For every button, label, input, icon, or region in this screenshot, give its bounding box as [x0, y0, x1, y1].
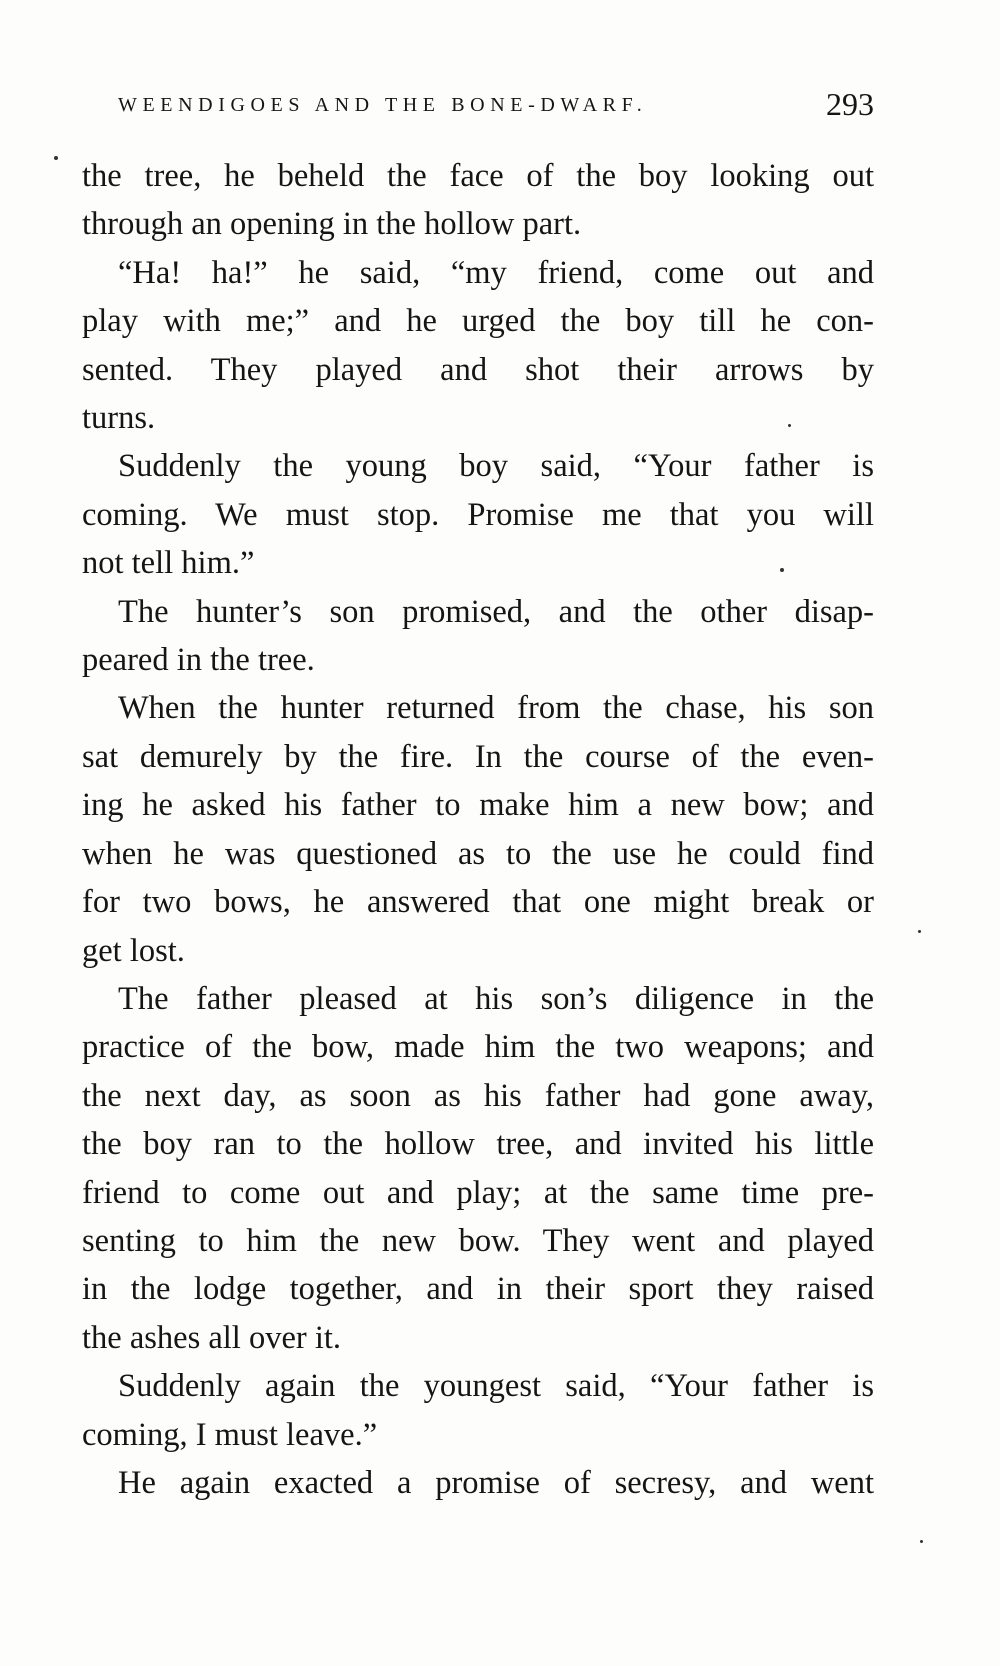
text-line: sented. They played and shot their arrows by — [82, 351, 874, 388]
paragraph — [82, 1459, 874, 1507]
text-line: He again exacted a promise of secresy, and went — [118, 1464, 874, 1501]
paragraph — [82, 442, 874, 587]
text-line: in the lodge together, and in their sport they raised — [82, 1271, 874, 1308]
text-line: not tell him.” — [82, 545, 255, 582]
text-line: friend to come out and play; at the same time pre- — [82, 1174, 874, 1211]
text-line: The father pleased at his son’s diligence in the — [118, 980, 874, 1017]
paragraph — [82, 684, 874, 974]
text-line: practice of the bow, made him the two weapons; and — [82, 1029, 874, 1066]
page-number: 293 — [826, 86, 874, 122]
text-line: coming. We must stop. Promise me that you will — [82, 496, 874, 533]
paragraph — [82, 588, 874, 685]
text-line: When the hunter returned from the chase, his son — [118, 690, 874, 727]
text-line: the boy ran to the hollow tree, and invited his little — [82, 1126, 874, 1163]
text-line: Suddenly the young boy said, “Your father is — [118, 448, 874, 485]
text-line: coming, I must leave.” — [82, 1416, 378, 1453]
text-line: through an opening in the hollow part. — [82, 206, 582, 243]
text-line: The hunter’s son promised, and the other disap- — [118, 593, 874, 630]
paragraph — [82, 152, 874, 249]
print-speck — [788, 424, 791, 427]
paragraph — [82, 1362, 874, 1459]
text-line: when he was questioned as to the use he could find — [82, 835, 874, 872]
paragraph — [82, 249, 874, 443]
text-line: the tree, he beheld the face of the boy looking out — [82, 158, 874, 194]
print-speck — [54, 156, 58, 160]
print-speck — [918, 930, 921, 933]
text-line: the ashes all over it. — [82, 1319, 342, 1356]
text-line: sat demurely by the fire. In the course of the even- — [82, 738, 874, 775]
text-line: senting to him the new bow. They went and played — [82, 1222, 874, 1259]
running-head — [118, 86, 874, 126]
text-line: turns. — [82, 400, 156, 437]
text-line: “Ha! ha!” he said, “my friend, come out and — [118, 254, 874, 291]
paragraph — [82, 975, 874, 1362]
text-line: ing he asked his father to make him a new bow; and — [82, 787, 874, 824]
print-speck — [920, 1540, 923, 1543]
text-line: peared in the tree. — [82, 642, 315, 679]
print-speck — [780, 568, 784, 572]
running-title: WEENDIGOES AND THE BONE-DWARF. — [118, 94, 648, 116]
body-text — [82, 152, 874, 1507]
text-line: get lost. — [82, 932, 185, 969]
text-line: play with me;” and he urged the boy till he con- — [82, 303, 874, 340]
text-line: Suddenly again the youngest said, “Your father is — [118, 1368, 874, 1405]
text-line: the next day, as soon as his father had gone away, — [82, 1077, 874, 1114]
text-line: for two bows, he answered that one might break or — [82, 884, 874, 921]
